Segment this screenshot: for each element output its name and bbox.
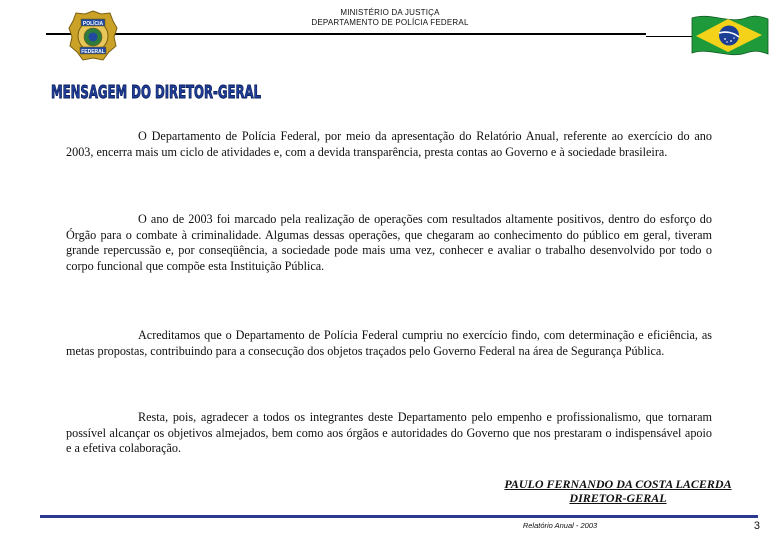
page-title-text: MENSAGEM DO DIRETOR-GERAL <box>51 83 261 103</box>
page-number: 3 <box>753 520 760 532</box>
police-badge-icon <box>68 10 118 64</box>
paragraph-1 <box>66 129 712 160</box>
header-line-ministry: MINISTÉRIO DA JUSTIÇA <box>340 8 440 17</box>
footer-report-title: Relatório Anual - 2003 <box>522 521 598 530</box>
badge-text-bottom: FEDERAL <box>81 48 105 55</box>
page-title <box>46 73 266 107</box>
paragraph-2 <box>66 212 712 274</box>
brazil-flag-icon <box>688 10 770 62</box>
header-divider <box>46 33 646 35</box>
header-line-department: DEPARTAMENTO DE POLÍCIA FEDERAL <box>311 18 469 27</box>
footer-divider <box>40 515 758 518</box>
paragraph-3 <box>66 328 712 359</box>
signature-name: PAULO FERNANDO DA COSTA LACERDA <box>504 477 732 491</box>
paragraph-2-text: O ano de 2003 foi marcado pela realização de operações com resultados altamente positivos, dentro do esforço do Órgão para o combate à criminalidade. Algumas dessas operações, que chegaram ao conhecimento do público em geral, tiveram grande repercussão e, por conseqüência, a sociedade pode mais uma vez, conhecer e avaliar o trabalho desenvolvido por todo o corpo funcional que compõe esta Instituição Pública. <box>66 212 712 273</box>
paragraph-4 <box>66 410 712 457</box>
paragraph-3-text: Acreditamos que o Departamento de Polícia Federal cumpriu no exercício findo, com determinação e eficiência, as metas propostas, contribuindo para a consecução dos objetos traçados pelo Governo Federal na área de Segurança Pública. <box>66 328 712 358</box>
paragraph-4-text: Resta, pois, agradecer a todos os integrantes deste Departamento pelo empenho e profissionalismo, que tornaram possível alcançar os objetivos almejados, bem como aos órgãos e autoridades do Governo que nos prestaram o indispensável apoio e a efetiva colaboração. <box>66 410 712 455</box>
badge-text-top: POLÍCIA <box>82 20 104 27</box>
paragraph-1-text: O Departamento de Polícia Federal, por meio da apresentação do Relatório Anual, referente ao exercício do ano 2003, encerra mais um ciclo de atividades e, com a devida transparência, presta contas ao Governo e à sociedade brasileira. <box>66 129 712 159</box>
signature-role: DIRETOR-GERAL <box>569 491 667 505</box>
